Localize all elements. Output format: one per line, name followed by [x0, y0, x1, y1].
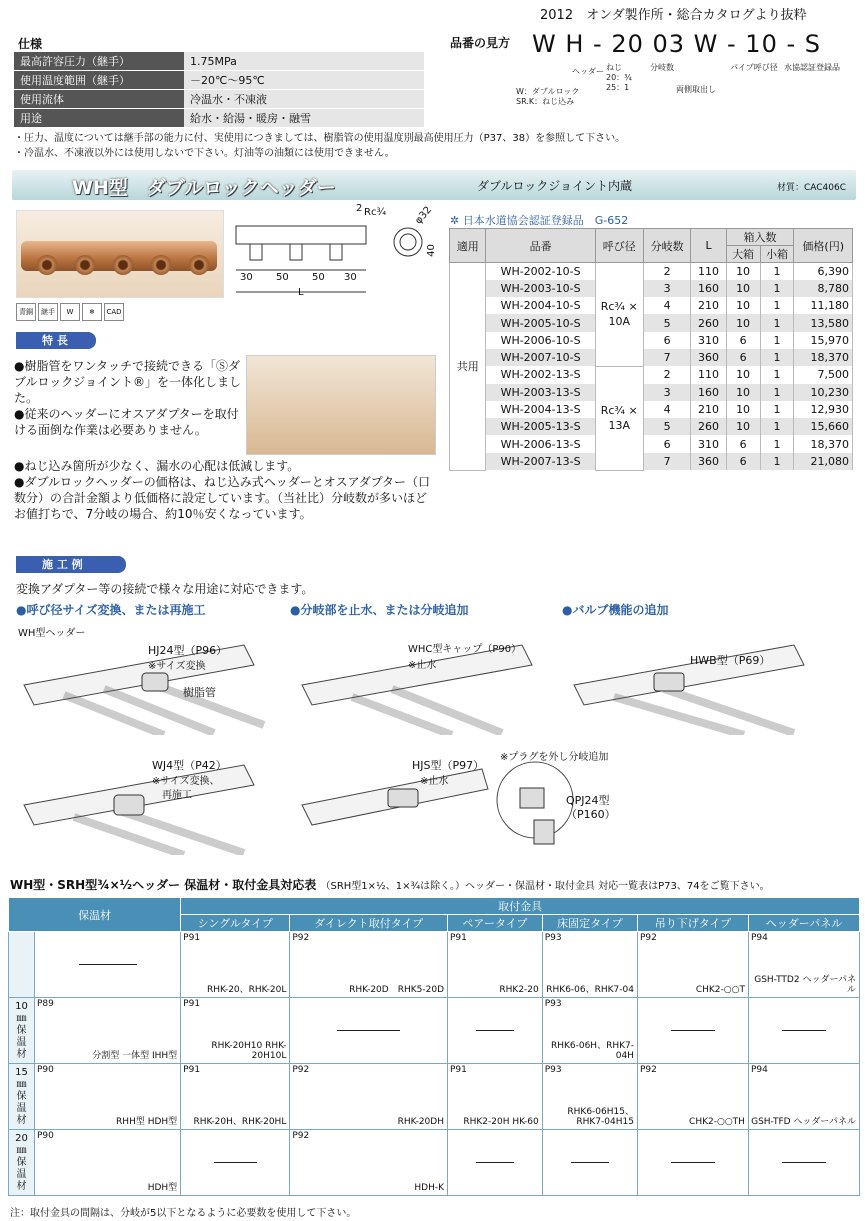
- spec-title: 仕様: [18, 37, 43, 51]
- example-heading-3: ●バルブ機能の追加: [562, 603, 669, 617]
- part-number-title: 品番の見方: [450, 36, 511, 50]
- none-dash: [476, 1162, 514, 1163]
- legend-header: ヘッダー: [572, 67, 604, 76]
- acc-page: P93: [544, 933, 562, 943]
- features-list-2: [14, 458, 434, 522]
- legend-pipe: パイプ呼び径: [730, 63, 778, 72]
- accessory-table: [8, 897, 860, 1196]
- acc-cell: [748, 998, 859, 1064]
- acc-item-name: RHK2-20H HK-60: [463, 1117, 539, 1127]
- product-row: [450, 418, 853, 435]
- product-cell: 15,970: [794, 332, 853, 349]
- product-cell: 21,080: [794, 453, 853, 470]
- features-list: [14, 358, 246, 438]
- dim-50-b: 50: [312, 272, 325, 283]
- product-cell: 2: [643, 366, 691, 383]
- acc-page: P92: [292, 933, 310, 943]
- acc-page: P93: [544, 1065, 562, 1075]
- features-label: 特 長: [16, 332, 96, 349]
- product-cell: 7: [643, 349, 691, 366]
- examples-label: 施 工 例: [16, 556, 126, 573]
- part-number-cell: WH-2004-13-S: [486, 401, 595, 418]
- product-row: [450, 349, 853, 366]
- acc-subcol: ヘッダーパネル: [748, 915, 859, 932]
- acc-page: P91: [183, 933, 201, 943]
- product-cell: 1: [760, 314, 794, 331]
- acc-item-name: RHK-20DH: [397, 1117, 444, 1127]
- product-cell: 1: [760, 263, 794, 280]
- product-table: [449, 228, 853, 471]
- product-photo: [16, 210, 224, 298]
- product-cell: 210: [691, 401, 726, 418]
- acc-subcol: ダイレクト取付タイプ: [290, 915, 448, 932]
- example-heading-1: ●呼び径サイズ変換、または再施工: [16, 603, 206, 617]
- product-cell: 160: [691, 280, 726, 297]
- dim-L: L: [298, 287, 304, 298]
- joint-icon: 継手: [38, 303, 58, 321]
- spec-value: 給水・給湯・暖房・融雪: [184, 109, 424, 128]
- product-cell: 360: [691, 453, 726, 470]
- product-cell: 1: [760, 297, 794, 314]
- acc-row: [9, 932, 860, 998]
- none-dash: [782, 1030, 826, 1031]
- col-part: 品番: [486, 229, 595, 263]
- product-row: [450, 280, 853, 297]
- cutaway-photo: [246, 355, 436, 455]
- acc-cell: [448, 1064, 543, 1130]
- acc-cell: [181, 1064, 290, 1130]
- label-hwb: HWB型（P69）: [690, 654, 771, 667]
- acc-cell: [637, 1064, 748, 1130]
- acc-item-name: GSH-TTD2 ヘッダーパネル: [754, 975, 856, 995]
- product-cell: 3: [643, 384, 691, 401]
- acc-col-fittings: 取付金具: [181, 898, 860, 915]
- acc-row: [9, 998, 860, 1064]
- accessory-title-text: WH型・SRH型¾×½ヘッダー 保温材・取付金具対応表: [10, 878, 317, 892]
- product-cell: 1: [760, 280, 794, 297]
- legend-neji: ねじ: [606, 63, 622, 72]
- product-cell: 10: [726, 297, 760, 314]
- product-cell: 6: [643, 435, 691, 452]
- acc-cell: [290, 1130, 448, 1196]
- product-cell: 1: [760, 332, 794, 349]
- acc-subcol: シングルタイプ: [181, 915, 290, 932]
- part-number-cell: WH-2006-10-S: [486, 332, 595, 349]
- product-cell: 10: [726, 280, 760, 297]
- acc-cell: [448, 932, 543, 998]
- acc-cell: [748, 1064, 859, 1130]
- acc-cell: [448, 998, 543, 1064]
- acc-cell: [290, 998, 448, 1064]
- product-cell: 1: [760, 401, 794, 418]
- acc-item-name: HDH型: [147, 1183, 178, 1193]
- dim-phi: φ32: [413, 204, 435, 227]
- acc-page: P92: [639, 1065, 657, 1075]
- spec-value: －20℃～95℃: [184, 71, 424, 90]
- product-cell: 15,660: [794, 418, 853, 435]
- product-cell: 10: [726, 401, 760, 418]
- spec-value: 1.75MPa: [184, 52, 424, 71]
- part-number-cell: WH-2002-10-S: [486, 263, 595, 280]
- water-icon: W: [60, 303, 80, 321]
- acc-item-name: RHK6-06、RHK7-04: [546, 985, 634, 995]
- note-line: ・圧力、温度については継手部の能力に付、実使用につきましては、樹脂管の使用温度別最高使用圧力（P37、38）を参照して下さい。: [14, 133, 626, 144]
- product-row: [450, 435, 853, 452]
- spec-value: 冷温水・不凍液: [184, 90, 424, 109]
- acc-cell: [290, 1064, 448, 1130]
- product-cell: 10: [726, 263, 760, 280]
- acc-page: P92: [639, 933, 657, 943]
- example-illustration-3: [564, 625, 854, 735]
- spec-key: 用途: [14, 109, 184, 128]
- label-wj4-note: ※サイズ変換、: [152, 776, 220, 787]
- none-dash: [79, 964, 137, 965]
- product-row: [450, 384, 853, 401]
- product-cell: 1: [760, 435, 794, 452]
- examples-desc: 変換アダプター等の接続で様々な用途に対応できます。: [16, 582, 314, 596]
- product-cell: 260: [691, 418, 726, 435]
- example-heading-2: ●分岐部を止水、または分岐追加: [290, 603, 469, 617]
- acc-item-name: RHH型 HDH型: [116, 1117, 178, 1127]
- product-cell: 8,780: [794, 280, 853, 297]
- acc-subcol: 床固定タイプ: [542, 915, 637, 932]
- product-cell: 7: [643, 453, 691, 470]
- part-number-cell: WH-2005-13-S: [486, 418, 595, 435]
- acc-page: P91: [450, 1065, 467, 1075]
- acc-cell: [35, 998, 181, 1064]
- product-cell: 6,390: [794, 263, 853, 280]
- product-cell: 360: [691, 349, 726, 366]
- acc-item-name: CHK2-○○T: [695, 985, 745, 995]
- dim-40: 40: [425, 244, 437, 257]
- part-number-code: W H - 20 03 W - 10 - S: [532, 30, 821, 58]
- catalog-source: 2012 オンダ製作所・総合カタログより抜粋: [540, 8, 807, 23]
- part-number-cell: WH-2004-10-S: [486, 297, 595, 314]
- none-dash: [337, 1030, 400, 1031]
- acc-row: [9, 1130, 860, 1196]
- product-cell: 1: [760, 384, 794, 401]
- acc-cell: [748, 1130, 859, 1196]
- acc-cell: [290, 932, 448, 998]
- acc-cell: [181, 932, 290, 998]
- acc-item-name: RHK-20H10 RHK-20H10L: [211, 1041, 287, 1061]
- spec-table: [14, 52, 424, 128]
- label-size-conv: ※サイズ変換: [148, 661, 206, 672]
- product-cell: 3: [643, 280, 691, 297]
- product-cell: 10: [726, 314, 760, 331]
- accessory-title: [10, 876, 770, 893]
- none-dash: [571, 1162, 609, 1163]
- product-cell: 6: [726, 435, 760, 452]
- part-number-cell: WH-2003-13-S: [486, 384, 595, 401]
- cad-icon: CAD: [104, 303, 124, 321]
- acc-cell: [748, 932, 859, 998]
- col-price: 価格(円): [794, 229, 853, 263]
- bronze-icon: 青銅: [16, 303, 36, 321]
- product-cell: 160: [691, 384, 726, 401]
- label-wh-header: WH型ヘッダー: [18, 628, 86, 639]
- acc-item-name: GSH-TFD ヘッダーパネル: [751, 1117, 856, 1127]
- legend-20: 20：¾: [606, 73, 632, 82]
- acc-page: P91: [450, 933, 467, 943]
- acc-cell: [181, 998, 290, 1064]
- acc-page: P92: [292, 1065, 310, 1075]
- acc-col-insulation: 保温材: [9, 898, 181, 932]
- product-cell: 310: [691, 435, 726, 452]
- feature-item: ●ねじ込み箇所が少なく、漏水の心配は低減します。: [14, 459, 300, 473]
- acc-item-name: RHK6-06H、RHK7-04H: [550, 1041, 634, 1061]
- product-row: [450, 314, 853, 331]
- feature-item: ●ダブルロックヘッダーの価格は、ねじ込み式ヘッダーとオスアダプター（口数分）の合計金額より低価格に設定しています。（当社比）分岐数が多いほどお値打ちで、7分岐の場合、約10％安くなっています。: [14, 475, 430, 521]
- product-cell: 2: [643, 263, 691, 280]
- acc-cell: [637, 998, 748, 1064]
- product-row: [450, 366, 853, 383]
- label-resin: 樹脂管: [183, 686, 216, 699]
- acc-row: [9, 1064, 860, 1130]
- legend-both: 両側取出し: [676, 85, 716, 94]
- product-row: [450, 332, 853, 349]
- dim-30-right: 30: [344, 272, 357, 283]
- acc-cell: [35, 1130, 181, 1196]
- product-cell: 4: [643, 401, 691, 418]
- acc-cell: [448, 1130, 543, 1196]
- acc-item-name: RHK-20H、RHK-20HL: [193, 1117, 287, 1127]
- legend-w: W：ダブルロック: [516, 87, 580, 96]
- product-cell: 4: [643, 297, 691, 314]
- apply-cell: 共用: [450, 263, 486, 471]
- product-row: [450, 453, 853, 470]
- note-line: ・冷温水、不凍液以外には使用しないで下さい。灯油等の油類には使用できません。: [14, 148, 395, 159]
- acc-subcol: ペアータイプ: [448, 915, 543, 932]
- product-cell: 13,580: [794, 314, 853, 331]
- col-box-small: 小箱: [760, 246, 794, 263]
- label-wj4-note2: 再施工: [162, 790, 192, 801]
- acc-cell: [637, 1130, 748, 1196]
- part-number-cell: WH-2006-13-S: [486, 435, 595, 452]
- product-cell: 10,230: [794, 384, 853, 401]
- product-cell: 110: [691, 263, 726, 280]
- product-cell: 18,370: [794, 435, 853, 452]
- size-cell-13: Rc¾ × 13A: [595, 366, 643, 470]
- spec-icons: [16, 303, 126, 321]
- antifreeze-icon: ❄: [82, 303, 102, 321]
- acc-subcol: 吊り下げタイプ: [637, 915, 748, 932]
- none-dash: [214, 1162, 257, 1163]
- feature-item: ●従来のヘッダーにオスアダプターを取付ける面倒な作業は必要ありません。: [14, 407, 239, 437]
- acc-row-label: 10㎜保温材: [9, 998, 35, 1064]
- feature-item: ●樹脂管をワンタッチで接続できる「Ⓢダブルロックジョイント®」を一体化しました。: [14, 359, 242, 405]
- product-cell: 210: [691, 297, 726, 314]
- acc-cell: [542, 998, 637, 1064]
- col-size: 呼び径: [595, 229, 643, 263]
- dim-50-a: 50: [276, 272, 289, 283]
- product-cell: 110: [691, 366, 726, 383]
- product-cell: 6: [726, 332, 760, 349]
- banner-title: WH型 ダブルロックヘッダー: [72, 177, 336, 199]
- acc-item-name: RHK-20、RHK-20L: [206, 985, 287, 995]
- acc-item-name: RHK-20D RHK5-20D: [349, 985, 444, 995]
- banner-material: 材質：CAC406C: [776, 183, 846, 193]
- acc-cell: [542, 1064, 637, 1130]
- product-cell: 5: [643, 418, 691, 435]
- col-length: L: [691, 229, 726, 263]
- col-box-large: 大箱: [726, 246, 760, 263]
- label-wj4: WJ4型（P42）: [152, 759, 227, 772]
- acc-page: P92: [292, 1131, 310, 1141]
- acc-row-label: [9, 932, 35, 998]
- legend-bunki: 分岐数: [650, 63, 674, 72]
- product-cell: 260: [691, 314, 726, 331]
- acc-page: P94: [750, 1065, 768, 1075]
- col-branches: 分岐数: [643, 229, 691, 263]
- legend-cert: 水協認証登録品: [784, 63, 840, 72]
- acc-row-label: 20㎜保温材: [9, 1130, 35, 1196]
- label-hj24: HJ24型（P96）: [148, 644, 228, 657]
- acc-cell: [542, 932, 637, 998]
- acc-page: P89: [37, 999, 54, 1009]
- acc-page: P90: [37, 1131, 54, 1141]
- acc-row-label: 15㎜保温材: [9, 1064, 35, 1130]
- product-cell: 10: [726, 384, 760, 401]
- certification: ✲ 日本水道協会認証登録品 G-652: [450, 214, 629, 227]
- none-dash: [476, 1030, 514, 1031]
- product-cell: 5: [643, 314, 691, 331]
- label-plug: ※プラグを外し分岐追加: [500, 752, 609, 763]
- example-illustration-4: [14, 745, 284, 855]
- acc-item-name: RHK2-20: [499, 985, 539, 995]
- none-dash: [671, 1162, 715, 1163]
- product-cell: 18,370: [794, 349, 853, 366]
- product-cell: 6: [726, 453, 760, 470]
- none-dash: [782, 1162, 826, 1163]
- product-cell: 1: [760, 418, 794, 435]
- acc-page: P91: [183, 999, 201, 1009]
- acc-page: P91: [183, 1065, 201, 1075]
- dimension-drawing: [230, 204, 440, 304]
- spec-key: 使用温度範囲（継手）: [14, 71, 184, 90]
- label-whc: WHC型キャップ（P90）: [408, 644, 522, 655]
- product-banner: [12, 170, 856, 200]
- product-cell: 310: [691, 332, 726, 349]
- legend-srk: SR.K：ねじ込み: [516, 97, 575, 106]
- acc-cell: [35, 1064, 181, 1130]
- dim-30-left: 30: [240, 272, 253, 283]
- acc-item-name: HDH-K: [414, 1183, 444, 1193]
- size-cell-10: Rc¾ × 10A: [595, 263, 643, 367]
- part-number-cell: WH-2005-10-S: [486, 314, 595, 331]
- product-cell: 10: [726, 418, 760, 435]
- acc-cell: [637, 932, 748, 998]
- product-cell: 10: [726, 366, 760, 383]
- acc-page: P90: [37, 1065, 54, 1075]
- product-row: [450, 401, 853, 418]
- product-cell: 1: [760, 366, 794, 383]
- col-box: 箱入数: [726, 229, 794, 246]
- product-cell: 12,930: [794, 401, 853, 418]
- accessory-note: （SRH型1×½、1×¾は除く。）ヘッダー・保温材・取付金具 対応一覧表はP73、74をご覧下さい。: [320, 881, 770, 892]
- product-cell: 7,500: [794, 366, 853, 383]
- acc-item-name: CHK2-○○TH: [689, 1117, 745, 1127]
- part-number-cell: WH-2007-13-S: [486, 453, 595, 470]
- product-row: [450, 263, 853, 280]
- banner-subtitle: ダブルロックジョイント内蔵: [477, 179, 633, 193]
- acc-item-name: RHK6-06H15、RHK7-04H15: [567, 1107, 634, 1127]
- dim-rc: Rc¾: [364, 207, 387, 218]
- label-hjs: HJS型（P97）: [412, 759, 485, 772]
- product-cell: 1: [760, 349, 794, 366]
- part-number-cell: WH-2007-10-S: [486, 349, 595, 366]
- label-qpj-page: （P160）: [566, 808, 616, 821]
- acc-cell: [181, 1130, 290, 1196]
- acc-page: P93: [544, 999, 562, 1009]
- footnote: 注：取付金具の間隔は、分岐が5以下となるように必要数を使用して下さい。: [10, 1208, 357, 1219]
- product-cell: 6: [643, 332, 691, 349]
- part-number-cell: WH-2003-10-S: [486, 280, 595, 297]
- label-qpj: QPJ24型: [566, 794, 610, 807]
- acc-cell: [35, 932, 181, 998]
- none-dash: [671, 1030, 715, 1031]
- legend-25: 25：1: [606, 83, 630, 92]
- product-row: [450, 297, 853, 314]
- spec-key: 使用流体: [14, 90, 184, 109]
- acc-item-name: 分割型 一体型 IHH型: [92, 1051, 178, 1061]
- acc-page: P94: [750, 933, 768, 943]
- product-cell: 1: [760, 453, 794, 470]
- dim-2: 2: [356, 203, 363, 214]
- product-cell: 6: [726, 349, 760, 366]
- label-stop-2: ※止水: [420, 776, 449, 787]
- acc-cell: [542, 1130, 637, 1196]
- label-stop-1: ※止水: [408, 660, 437, 671]
- spec-notes: [14, 131, 625, 161]
- col-apply: 適用: [450, 229, 486, 263]
- product-cell: 11,180: [794, 297, 853, 314]
- part-number-cell: WH-2002-13-S: [486, 366, 595, 383]
- spec-key: 最高許容圧力（継手）: [14, 52, 184, 71]
